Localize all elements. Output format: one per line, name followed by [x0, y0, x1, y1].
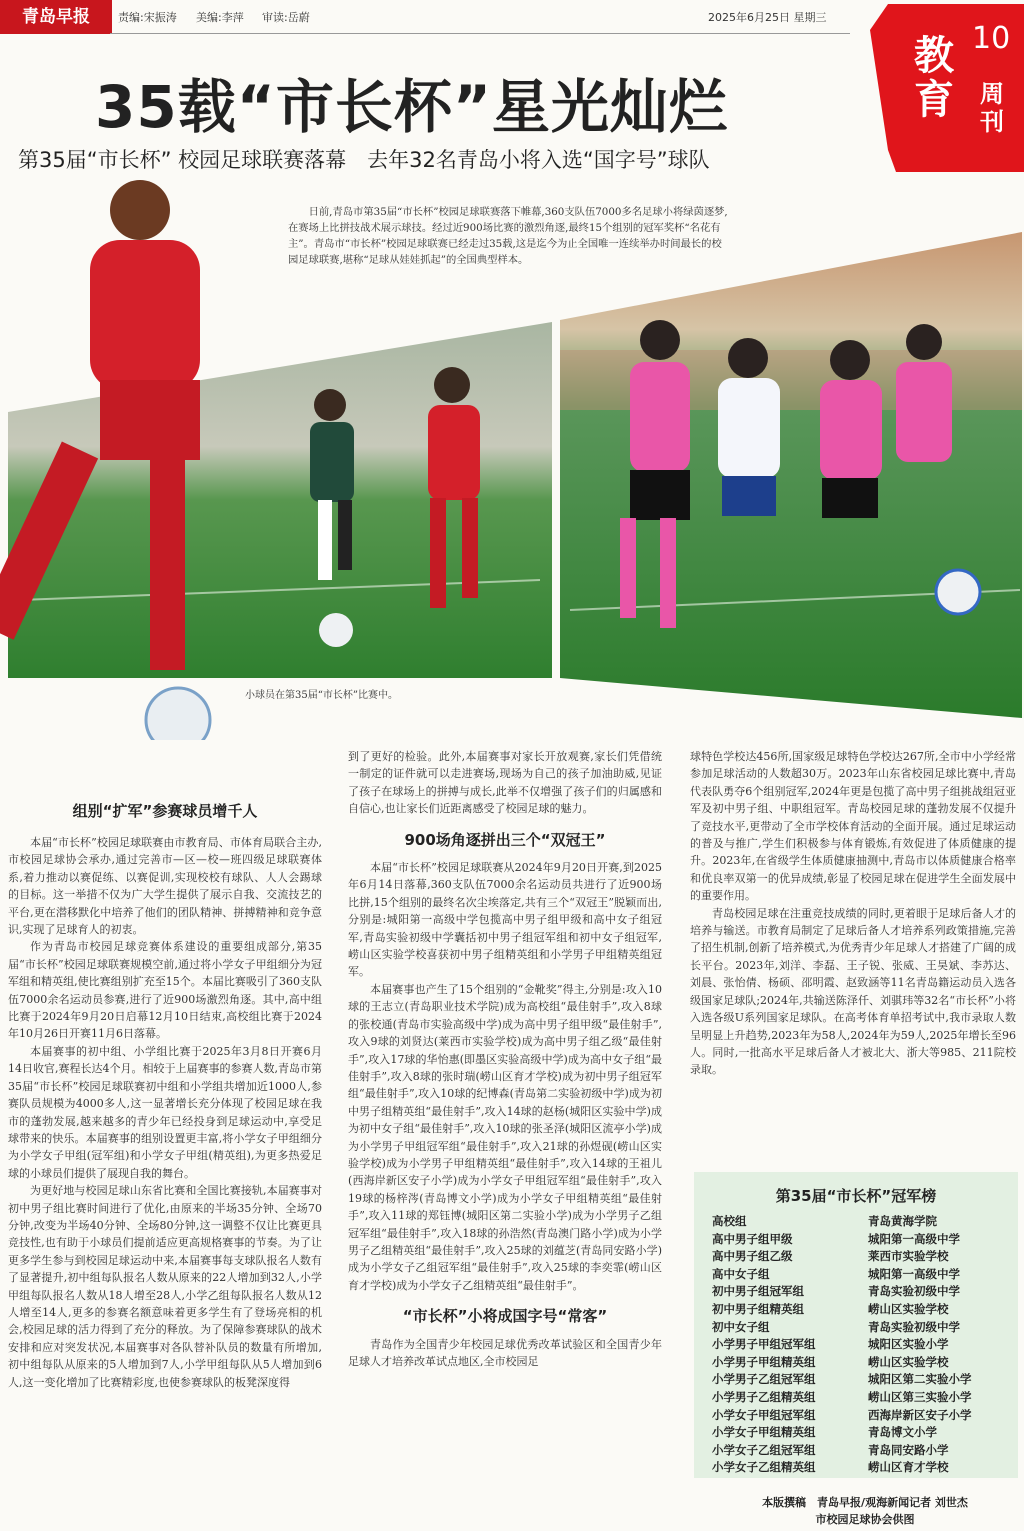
champion-school: 青岛实验初级中学: [868, 1319, 960, 1334]
champion-category: 小学男子甲组精英组: [712, 1354, 816, 1369]
champion-school: 青岛实验初级中学: [868, 1284, 960, 1299]
champion-school: 崂山区第三实验小学: [868, 1389, 972, 1404]
champion-row: [712, 1424, 1012, 1442]
col2-paragraph: 本届赛事也产生了15个组别的“金靴奖”得主,分别是:攻入10球的王志立(青岛职业技术学院)成为高校组“最佳射手”,攻入8球的张校通(青岛市实验高级中学)成为高中男子组甲级“最佳射手”,攻入9球的刘贤达(莱西市实验学校)成为高中男子组乙级“最佳射手”,攻入17球的华怡惠(即墨区实验高级中学)成为高中女子组“最佳射手”,攻入8球的张时瑞(崂山区育才学校)成为初中男子组冠军组“最佳射手”,攻入10球的纪博森(青岛第二实验初级中学)成为初中男子组精英组“最佳射手”,攻入14球的赵杨(城阳区实验中学)成为初中女子组“最佳射手”,攻入10球的张圣泽(城阳区流亭小学)成为小学男子甲组冠军组“最佳射手”,攻入21球的孙煜砚(崂山区实验学校)成为小学男子甲组精英组“最佳射手”,攻入14球的王祖儿(西海岸新区安子小学)成为小学女子甲组冠军组“最佳射手”,攻入19球的杨梓涔(青岛博文小学)成为小学女子甲组精英组“最佳射手”,攻入11球的郑钰博(城阳区第二实验小学)成为小学男子乙组冠军组“最佳射手”,攻入18球的孙浩然(青岛澳门路小学)成为小学男子乙组精英组“最佳射手”,攻入25球的刘蕴芝(青岛同安路小学)成为小学女子乙组冠军组“最佳射手”,攻入25球的李奕霏(崂山区育才学校)成为小学女子乙组精英组“最佳射手”。: [348, 982, 662, 1292]
credit-writer: 本版撰稿 青岛早报/观海新闻记者 刘世杰: [762, 1496, 968, 1509]
col3-paragraph-continued: 球特色学校达456所,国家级足球特色学校达267所,全市中小学经常参加足球活动的人数超30万。2023年山东省校园足球比赛中,青岛代表队勇夺6个组别冠军,2024年更是包揽了高中男子组挑战组冠亚军及初中男子组、中职组冠军。青岛校园足球的蓬勃发展不仅提升了竞技水平,更带动了全市学校体育活动的全面开展。通过足球运动的普及与推广,学生们积极参与体育锻炼,有效促进了体质健康的提升。2023年,在省级学生体质健康抽测中,青岛市以体质健康合格率和优良率双第一的优异成绩,彰显了校园足球在促进学生全面发展中的重要作用。: [690, 750, 1016, 903]
photo-right: [560, 232, 1022, 718]
champion-row: [712, 1336, 1012, 1354]
section-name: 教育: [914, 33, 956, 123]
champion-school: 崂山区实验学校: [868, 1301, 949, 1316]
champion-row: [712, 1283, 1012, 1301]
champion-row: [712, 1389, 1012, 1407]
col2-paragraph: 青岛作为全国青少年校园足球优秀改革试验区和全国青少年足球人才培养改革试点地区,全市校园足: [348, 1337, 662, 1368]
champion-category: 高中男子组甲级: [712, 1231, 793, 1246]
section-heading-3: “市长杯”小将成国字号“常客”: [402, 1307, 608, 1326]
subheadline: 第35届“市长杯” 校园足球联赛落幕 去年32名青岛小将入选“国字号”球队: [18, 148, 710, 172]
champion-category: 小学男子甲组冠军组: [712, 1337, 816, 1352]
masthead-logo: 青岛早报: [0, 0, 112, 34]
col2-paragraph-continued: 到了更好的检验。此外,本届赛事对家长开放观赛,家长们凭借统一制定的证件就可以走进赛场,现场为自己的孩子加油助威,见证了孩子在球场上的拼搏与成长,此举不仅增强了孩子们的归属感和自信心,也让家长们近距离感受了校园足球的魅力。: [348, 750, 662, 816]
champion-row: [712, 1407, 1012, 1425]
champion-row: [712, 1371, 1012, 1389]
champion-school: 城阳区第二实验小学: [868, 1372, 972, 1387]
col2-paragraph: 本届“市长杯”校园足球联赛从2024年9月20日开赛,到2025年6月14日落幕,360支队伍7000余名运动员共进行了近900场比拼,15个组别的最终名次尘埃落定,共有三个“双冠王”脱颖而出,分别是:城阳第一高级中学包揽高中男子组甲级和高中女子组冠军,青岛实验初级中学囊括初中男子组冠军组和初中女子组冠军,崂山区实验学校喜获初中男子组精英组和小学男子甲组精英组冠军。: [348, 861, 662, 979]
champion-row: [712, 1213, 1012, 1231]
champion-school: 城阳区实验小学: [868, 1337, 949, 1352]
champion-row: [712, 1442, 1012, 1460]
photo-caption: 小球员在第35届“市长杯”比赛中。: [245, 690, 398, 701]
champion-row: [712, 1248, 1012, 1266]
champion-school: 青岛黄海学院: [868, 1214, 937, 1228]
credit-photo: 市校园足球协会供图: [815, 1513, 915, 1526]
champion-category: 初中女子组: [712, 1319, 770, 1334]
intro-paragraph: 日前,青岛市第35届“市长杯”校园足球联赛落下帷幕,360支队伍7000多名足球小将绿茵逐梦,在赛场上比拼技战术展示球技。经过近900场比赛的激烈角逐,最终15个组别的冠军奖杯“名花有主”。青岛市“市长杯”校园足球联赛已经走过35载,这是迄今为止全国唯一连续举办时间最长的校园足球联赛,堪称“足球从娃娃抓起”的全国典型样本。: [288, 206, 728, 266]
champions-title: 第35届“市长杯”冠军榜: [775, 1187, 937, 1205]
champions-list: [712, 1213, 1012, 1477]
champion-school: 崂山区实验学校: [868, 1354, 949, 1369]
champion-row: [712, 1319, 1012, 1337]
champion-category: 初中男子组精英组: [712, 1301, 804, 1316]
section-heading-2: 900场角逐拼出三个“双冠王”: [404, 830, 606, 849]
weekly-label: 周刊: [980, 80, 1004, 136]
champion-school: 莱西市实验学校: [868, 1249, 949, 1264]
champion-school: 西海岸新区安子小学: [868, 1407, 972, 1422]
champion-category: 小学男子乙组精英组: [712, 1389, 816, 1404]
article-credit: [730, 1494, 1000, 1528]
champion-category: 小学男子乙组冠军组: [712, 1372, 816, 1387]
col1-paragraph: 本届赛事的初中组、小学组比赛于2025年3月8日开赛6月14日收官,赛程长达4个月。相较于上届赛事的参赛人数,青岛市第35届“市长杯”校园足球联赛初中组和小学组共增加近1000人,参赛队员规模为4000多人,这一显著增长充分体现了校园足球在我市的蓬勃发展,越来越多的青少年已经投身到足球运动中,享受足球带来的快乐。本届赛事的组别设置更丰富,将小学女子甲组细分为小学女子甲组(冠军组)和小学女子甲组(精英组),为更多热爱足球的小球员们提供了展现自我的舞台。: [8, 1044, 322, 1180]
champion-school: 崂山区育才学校: [868, 1460, 949, 1475]
champion-category: 高中男子组乙级: [712, 1249, 793, 1264]
issue-date: 2025年6月25日 星期三: [708, 11, 827, 24]
champion-category: 高校组: [712, 1214, 747, 1228]
champion-category: 小学女子甲组冠军组: [712, 1407, 816, 1422]
champion-row: [712, 1266, 1012, 1284]
col1-paragraph: 为更好地与校园足球山东省比赛和全国比赛接轨,本届赛事对初中男子组比赛时间进行了优化,由原来的半场35分钟、全场70分钟,改变为半场40分钟、全场80分钟,这一调整不仅让比赛更具竞技性,也有助于小球员们提前适应更高规格赛事的节奏。为了让更多学生参与到校园足球运动中来,本届赛事每支球队报名人数有了显著提升,初中组每队报名人数从原来的22人增加到32人,小学甲组每队报名人数从18人增至28人,小学乙组每队报名人数从12人增至14人,更多的参赛名额意味着更多学生有了登场亮相的机会,校园足球的活力得到了充分的释放。为了保障参赛球队的战术安排和应对突发状况,本届赛事对各队替补队员的数量有所增加,初中组每队从原来的5人增加到7人,小学甲组每队从5人增加到6人,这一变化增加了比赛精彩度,也使参赛球队的板凳深度得: [8, 1184, 322, 1389]
col3-paragraph: 青岛校园足球在注重竞技成绩的同时,更着眼于足球后备人才的培养与输送。市教育局制定了足球后备人才培养系列政策措施,完善了招生机制,创新了培养模式,为优秀青少年足球人才搭建了广阔的成长平台。2023年,刘洋、李磊、王子锐、张威、王昊斌、李苏达、刘晨、张怡倩、杨硕、邵明霞、赵致涵等11名青岛籍运动员入选各级国家足球队;2024年,共输送陈泽仟、刘骐玮等32名“市长杯”小将入选各级U系列国家足球队。在高考体育单招考试中,我市录取人数呈明显上升趋势,2023年为58人,2024年为59人,2025年增长至96人。同时,一批高水平足球后备人才被北大、浙大等985、211院校录取。: [690, 906, 1016, 1077]
champion-category: 小学女子乙组精英组: [712, 1460, 816, 1475]
champion-row: [712, 1459, 1012, 1477]
champion-school: 青岛博文小学: [868, 1425, 937, 1440]
champion-school: 城阳第一高级中学: [868, 1266, 960, 1281]
champion-category: 小学女子乙组冠军组: [712, 1442, 816, 1457]
page-number: 10: [972, 21, 1011, 56]
champion-row: [712, 1354, 1012, 1372]
column-3: [690, 748, 1016, 1079]
col1-paragraph: 本届“市长杯”校园足球联赛由市教育局、市体育局联合主办,市校园足球协会承办,通过完善市—区—校—班四级足球联赛体系,着力推动以赛促练、以赛促训,实现校校有球队、人人会踢球的目标。这一举措不仅为广大学生提供了展示自我、交流技艺的平台,更在潜移默化中培养了他们的团队精神、拼搏精神和竞争意识,实现了足球育人的初衷。: [8, 836, 322, 937]
editor-credit: 责编:宋振涛: [118, 11, 177, 24]
champion-row: [712, 1301, 1012, 1319]
champion-category: 初中男子组冠军组: [712, 1284, 804, 1299]
champion-category: 高中女子组: [712, 1266, 770, 1281]
section-heading-1: 组别“扩军”参赛球员增千人: [72, 802, 258, 820]
header-rule: [110, 33, 850, 34]
champion-school: 青岛同安路小学: [868, 1442, 949, 1457]
champion-category: 小学女子甲组精英组: [712, 1425, 816, 1440]
champion-school: 城阳第一高级中学: [868, 1231, 960, 1246]
champion-row: [712, 1231, 1012, 1249]
headline: 35载“市长杯”星光灿烂: [95, 73, 728, 141]
proof-credit: 审读:岳蔚: [262, 11, 310, 24]
column-2: [348, 748, 662, 1370]
col1-paragraph: 作为青岛市校园足球竞赛体系建设的重要组成部分,第35届“市长杯”校园足球联赛规模空前,通过将小学女子甲组细分为冠军组和精英组,使比赛组别扩充至15个。本届比赛吸引了360支队伍7000余名运动员参赛,进行了近900场激烈角逐。其中,高中组比赛于2024年9月20日启幕12月10日结束,高校组比赛于2024年10月26日开赛11月6日落幕。: [8, 940, 322, 1041]
column-1: [8, 834, 322, 1391]
designer-credit: 美编:李萍: [196, 11, 244, 24]
